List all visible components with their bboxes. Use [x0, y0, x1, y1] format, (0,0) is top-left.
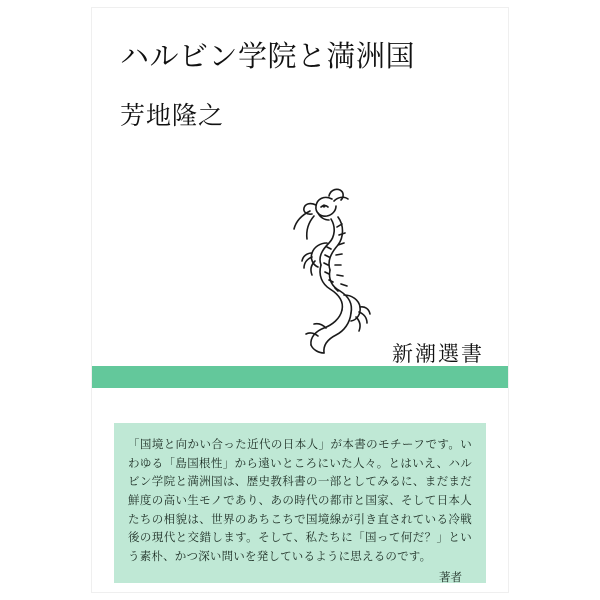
book-author: 芳地隆之	[120, 101, 225, 131]
cover-green-band	[92, 366, 508, 388]
book-title: ハルビン学院と満洲国	[120, 39, 416, 73]
blurb-box	[114, 423, 486, 583]
blurb-signature: 著者	[439, 570, 462, 585]
dragon-icon	[274, 183, 394, 358]
series-label: 新潮選書	[392, 342, 484, 366]
dragon-illustration-area	[92, 183, 508, 363]
left-margin	[0, 0, 92, 600]
blurb-text: 「国境と向かい合った近代の日本人」が本書のモチーフです。いわゆる「島国根性」から遠いところにいた人々。とはいえ、ハルビン学院と満洲国は、歴史教科書の一部としてみるに、まだまだ鮮度の高い生モノであり、あの時代の都市と国家、そして日本人たちの相貌は、世界のあちこちで国境線が引き直されている冷戦後の現代と交錯します。そして、私たちに「国って何だ？」という素朴、かつ深い問いを発しているように思えるのです。	[128, 437, 472, 563]
book-cover	[92, 8, 508, 592]
right-margin	[508, 0, 600, 600]
title-block	[120, 38, 490, 132]
